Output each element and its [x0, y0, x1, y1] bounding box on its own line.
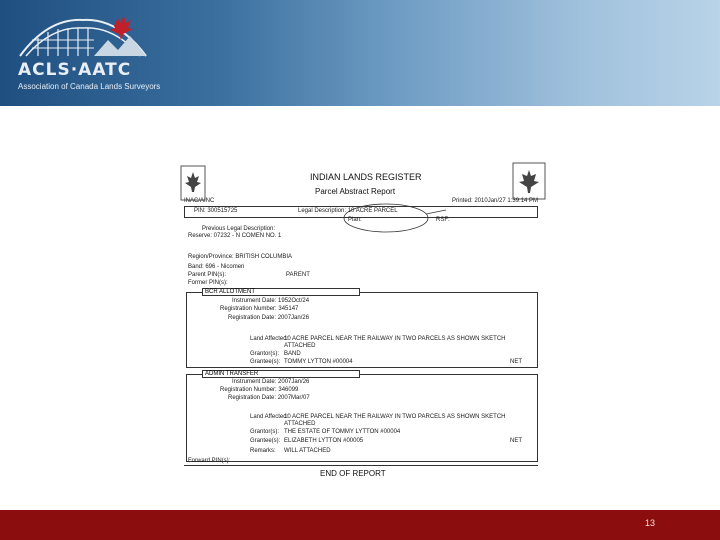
net-tag: NET [510, 438, 522, 444]
instrument-date: Instrument Date: 2007Jan/26 [232, 379, 310, 385]
registration-number: Registration Number: 345147 [220, 306, 299, 312]
registration-number: Registration Number: 346099 [220, 387, 299, 393]
logo-subtitle: Association of Canada Lands Surveyors [18, 82, 161, 91]
grantee-label: Grantee(s): [250, 359, 281, 365]
grantee-label: Grantee(s): [250, 438, 281, 444]
header-banner [0, 0, 720, 106]
section-label: ADMIN TRANSFER [202, 370, 360, 378]
register-title: INDIAN LANDS REGISTER [310, 172, 422, 182]
remarks-label: Remarks: [250, 448, 276, 454]
hand-drawn-circle-annotation [340, 200, 450, 238]
region-value: Region/Province: BRITISH COLUMBIA [188, 254, 293, 260]
end-of-report: END OF REPORT [320, 469, 386, 478]
grantee-value: ELIZABETH LYTTON #00005 [284, 438, 364, 444]
band-value: Band: 696 - Nicomen [188, 264, 245, 270]
parent-pin-value: PARENT [286, 272, 310, 278]
acls-logo-icon [18, 10, 148, 62]
parcel-abstract-document [180, 160, 548, 482]
land-affected-value: 10 ACRE PARCEL NEAR THE RAILWAY IN TWO PARCELS AS SHOWN SKETCH [284, 414, 506, 420]
pin-value: PIN: 300515725 [194, 208, 238, 214]
grantor-value: THE ESTATE OF TOMMY LYTTON #00004 [284, 429, 401, 435]
forward-pin-label: Forward PIN(s): [188, 458, 231, 464]
logo-text: ACLS·AATC [18, 60, 132, 80]
rsf-label: RSF: [436, 217, 450, 223]
registration-date: Registration Date: 2007Jan/26 [228, 315, 310, 321]
logo [12, 10, 161, 98]
canada-crest-icon [512, 162, 546, 202]
page-number: 13 [645, 518, 656, 528]
previous-legal-label: Previous Legal Description: [202, 226, 276, 232]
agency-label: INAC/AINC [184, 198, 215, 204]
printed-timestamp: Printed: 2010Jan/27 1:39:14 PM [452, 198, 539, 204]
land-affected-label: Land Affected: [250, 336, 289, 342]
land-affected-value-2: ATTACHED [284, 343, 316, 349]
land-affected-label: Land Affected: [250, 414, 289, 420]
former-pin-label: Former PIN(s): [188, 280, 228, 286]
footer-bar [0, 510, 720, 540]
bottom-divider [184, 465, 538, 466]
net-tag: NET [510, 359, 522, 365]
grantor-value: BAND [284, 351, 301, 357]
grantor-label: Grantor(s): [250, 351, 280, 357]
grantor-label: Grantor(s): [250, 429, 280, 435]
parent-pin-label: Parent PIN(s): [188, 272, 227, 278]
reserve-value: Reserve: 07232 - N COMEN NO. 1 [188, 233, 282, 239]
registration-date: Registration Date: 2007Mar/07 [228, 395, 310, 401]
legal-description: Legal Description: 10 ACRE PARCEL [298, 208, 398, 214]
grantee-value: TOMMY LYTTON #00004 [284, 359, 353, 365]
land-affected-value: 10 ACRE PARCEL NEAR THE RAILWAY IN TWO PARCELS AS SHOWN SKETCH [284, 336, 506, 342]
report-title: Parcel Abstract Report [315, 187, 396, 196]
land-affected-value-2: ATTACHED [284, 421, 316, 427]
instrument-date: Instrument Date: 1952Oct/24 [232, 298, 310, 304]
plan-label: Plan: [348, 217, 362, 223]
remarks-value: WILL ATTACHED [284, 448, 331, 454]
section-label: BCR ALLOTMENT [202, 288, 360, 296]
